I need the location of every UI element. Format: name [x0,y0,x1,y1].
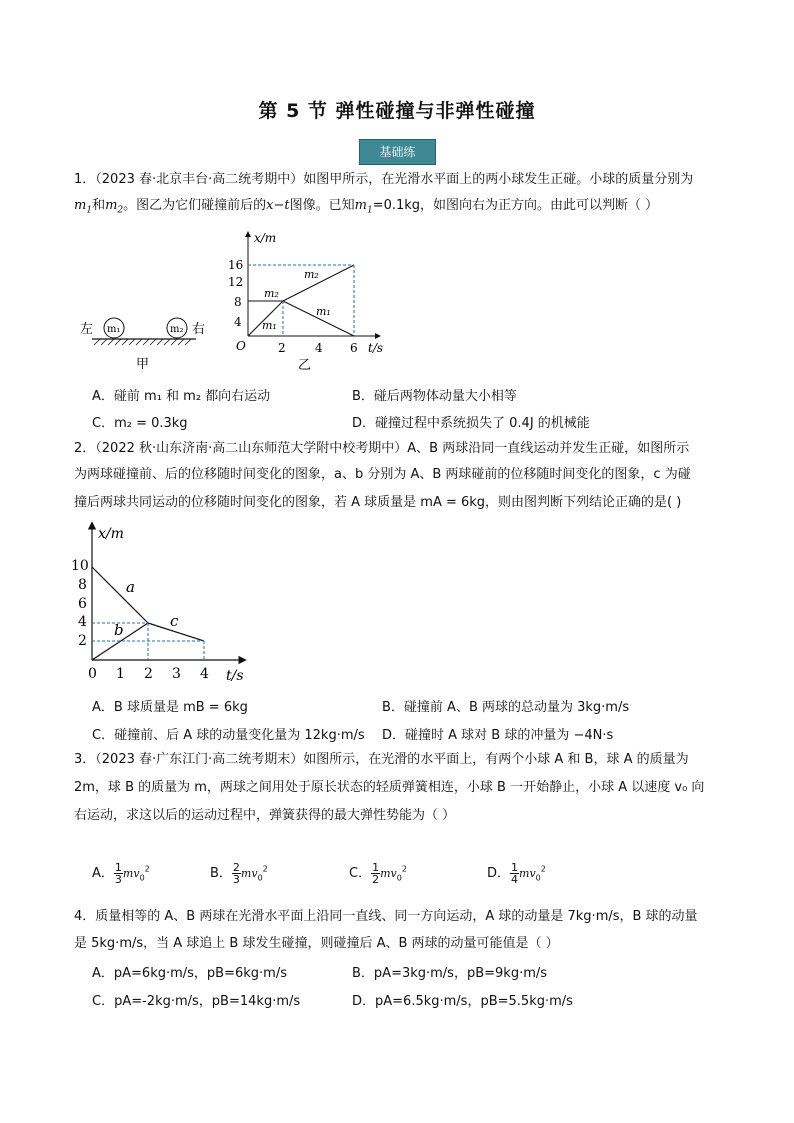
yi-ytick-12: 12 [228,275,244,289]
q1-option-b[interactable]: B．碰后两物体动量大小相等 [352,389,517,404]
q2-xtick-3: 3 [172,666,181,682]
mv-term: mv [240,867,258,880]
ground-hatch [94,339,191,345]
q2-label-c: c [170,612,179,630]
fraction [232,862,241,885]
yi-label-m1-before: m₁ [262,319,277,332]
q1-xt: x−t [266,198,290,213]
q2-option-b[interactable]: B．碰撞前 A、B 两球的总动量为 3kg·m/s [382,700,630,715]
yi-label-m2-after: m₂ [304,268,319,281]
q3-option-b[interactable]: B． $\frac{2}{3}$ $mv_0^2$ [210,861,268,886]
yi-xtick-4: 4 [315,341,323,355]
q2-label-b: b [114,621,124,639]
fraction [510,862,519,885]
q2-xtick-0: 0 [88,666,97,682]
fraction [371,862,380,885]
q4-stem-line1: 4．质量相等的 A、B 两球在光滑水平面上沿同一直线、同一方向运动，A 球的动量是 7kg·m/s，B 球的动量 [74,909,698,924]
q3-option-d[interactable]: D． $\frac{1}{4}$ $mv_0^2$ [487,861,546,886]
q2-ytick-6: 6 [78,596,87,612]
yi-ylabel: x/m [254,231,277,245]
fig-jia-left-label: 左 [80,322,94,337]
q2-chart [70,520,260,690]
option-label: D． [487,866,511,881]
q3-stem-line1: 3．（2023 春·广东江门·高二统考期末）如图所示，在光滑的水平面上，有两个小球 A 和 B，球 A 的质量为 [74,752,689,767]
numerator: 1 [511,861,519,874]
q1-m: m [74,198,87,213]
q2-ylabel: x/m [98,526,124,542]
yi-xtick-2: 2 [278,341,286,355]
q1-text: 和 [92,198,106,213]
q1-sub: 1 [366,205,373,216]
q1-text: 。图乙为它们碰撞前后的 [123,198,267,213]
q2-stem-line3: 撞后两球共同运动的位移随时间变化的图象，若 A 球质量是 mA = 6kg，则由图判断下列结论正确的是( ) [74,495,682,510]
fraction [114,862,123,885]
mv-term: mv [380,867,397,880]
denominator: 3 [232,873,240,886]
yi-origin: O [236,339,246,353]
q4-option-c[interactable]: C．pA=-2kg·m/s，pB=14kg·m/s [92,994,301,1009]
yi-ytick-8: 8 [234,295,242,309]
q1-option-d[interactable]: D．碰撞过程中系统损失了 0.4J 的机械能 [352,416,590,431]
q1-text: =0.1kg，如图向右为正方向。由此可以判断（ ） [372,198,659,213]
q2-option-d[interactable]: D．碰撞时 A 球对 B 球的冲量为 −4N·s [382,728,614,743]
yi-xtick-6: 6 [350,341,358,355]
denominator: 4 [511,873,519,886]
yi-label-m1-after: m₁ [316,305,331,318]
option-label: C． [349,866,372,881]
q3-stem-line2: 2m，球 B 的质量为 m，两球之间用处于原长状态的轻质弹簧相连，小球 B 一开始静止，小球 A 以速度 v₀ 向 [74,780,705,795]
q2-line-a [92,567,148,623]
q2-stem-line1: 2．（2022 秋·山东济南·高二山东师范大学附中校考期中）A、B 两球沿同一直线运动并发生正碰，如图所示 [74,441,690,456]
q4-option-a[interactable]: A．pA=6kg·m/s，pB=6kg·m/s [92,966,287,981]
q2-option-c[interactable]: C．碰撞前、后 A 球的动量变化量为 12kg·m/s [92,728,365,743]
q1-option-a[interactable]: A．碰前 m₁ 和 m₂ 都向右运动 [92,389,271,404]
yi-ytick-16: 16 [228,258,244,272]
q1-option-c[interactable]: C．m₂ = 0.3kg [92,416,188,431]
yi-xlabel: t/s [368,341,384,355]
yi-caption: 乙 [298,358,312,373]
ball-m2-label: m₂ [170,324,184,335]
page-title: 第 5 节 弹性碰撞与非弹性碰撞 [258,100,536,122]
fig-jia-right-label: 右 [192,322,206,337]
q4-stem-line2: 是 5kg·m/s，当 A 球追上 B 球发生碰撞，则碰撞后 A、B 两球的动量可能值是（ ） [74,936,559,951]
q2-ytick-8: 8 [78,577,87,593]
q2-xtick-1: 1 [116,666,125,682]
mv-term: mv [519,867,536,880]
q3-option-a[interactable]: A． $\frac{1}{3}$ $mv_0^2$ [92,861,150,886]
q3-stem-line3: 右运动，求这以后的运动过程中，弹簧获得的最大弹性势能为（ ） [74,808,456,823]
option-label: A． [92,866,114,881]
yi-label-m2-before: m₂ [264,287,279,300]
q1-sub: 2 [117,205,124,216]
q1-figure-jia [78,310,218,372]
ball-m1-label: m₁ [107,324,121,335]
q3-option-c[interactable]: C． $\frac{1}{2}$ $mv_0^2$ [349,861,407,886]
q4-option-b[interactable]: B．pA=3kg·m/s，pB=9kg·m/s [352,966,548,981]
denominator: 2 [372,873,380,886]
q4-option-d[interactable]: D．pA=6.5kg·m/s，pB=5.5kg·m/s [352,994,573,1009]
mv-term: mv [122,867,140,880]
numerator: 1 [114,861,122,874]
q2-xtick-4: 4 [200,666,209,682]
numerator: 2 [232,861,240,874]
q1-sub: 1 [86,205,93,216]
q2-xtick-2: 2 [144,666,153,682]
numerator: 1 [372,861,380,874]
fig-jia-caption: 甲 [136,357,150,372]
q2-stem-line2: 为两球碰撞前、后的位移随时间变化的图象，a、b 分别为 A、B 两球碰前的位移随时间变化的图象，c 为碰 [74,467,691,482]
q2-ytick-10: 10 [71,558,89,574]
q1-m: m [105,198,118,213]
section-badge: 基础练 [359,139,436,165]
q1-text: 图像。已知 [289,198,355,213]
q1-m: m [354,198,367,213]
q1-figure-yi [228,228,398,376]
denominator: 3 [114,873,122,886]
q2-label-a: a [126,578,135,596]
q2-option-a[interactable]: A．B 球质量是 mB = 6kg [92,700,248,715]
q2-ytick-4: 4 [78,614,87,630]
option-label: B． [210,866,232,881]
yi-ytick-4: 4 [234,315,242,329]
q2-ytick-2: 2 [78,633,87,649]
q1-stem-line1: 1．（2023 春·北京丰台·高二统考期中）如图甲所示，在光滑水平面上的两小球发生正碰。小球的质量分别为 [74,172,694,187]
q2-xlabel: t/s [226,668,244,684]
q1-stem-line2 [74,197,658,220]
